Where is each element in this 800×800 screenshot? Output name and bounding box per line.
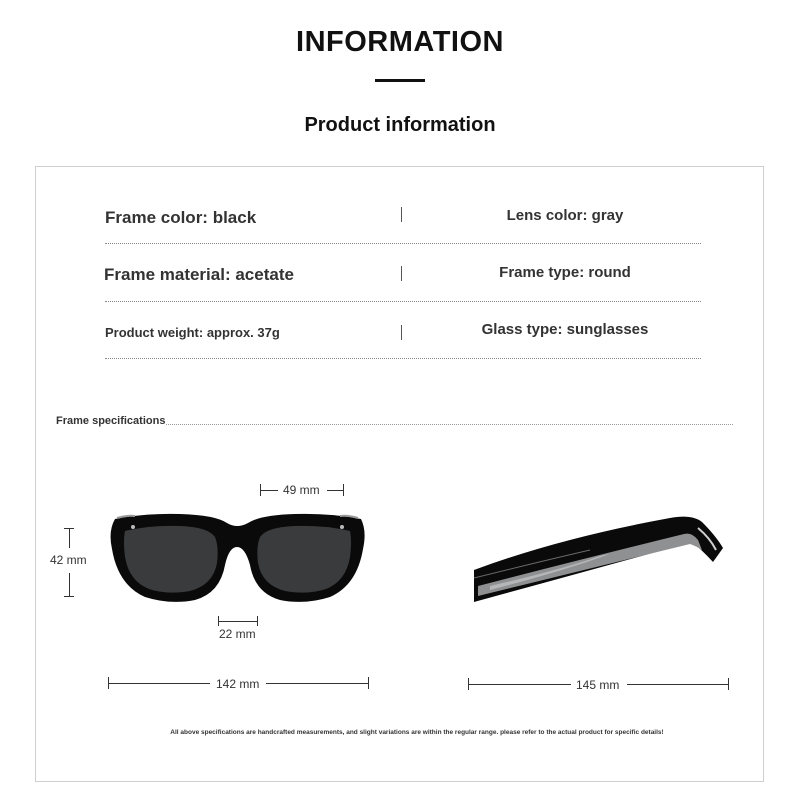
dim-line — [69, 573, 70, 597]
dim-tick — [368, 677, 369, 689]
temple-side-image — [470, 510, 730, 605]
section-subtitle: Product information — [304, 114, 496, 136]
dim-line — [468, 684, 571, 685]
row-separator — [401, 266, 402, 281]
row-divider — [105, 243, 701, 244]
dim-tick — [257, 616, 258, 626]
frame-type-text: Frame type: round — [499, 264, 631, 281]
lens-height-label: 42 mm — [50, 553, 87, 567]
dim-line — [327, 490, 344, 491]
dim-line — [266, 683, 369, 684]
page-title: INFORMATION — [296, 26, 504, 58]
frame-color-text: Frame color: black — [105, 208, 257, 227]
spec-label: Frame specifications — [56, 415, 166, 427]
dim-line — [218, 621, 258, 622]
dim-tick — [343, 484, 344, 496]
row-separator — [401, 325, 402, 340]
title-underline — [375, 79, 425, 82]
dim-line — [260, 490, 278, 491]
dim-line — [69, 528, 70, 548]
glasses-front-image — [105, 505, 370, 610]
dim-line — [627, 684, 729, 685]
dim-tick — [728, 678, 729, 690]
dim-line — [108, 683, 210, 684]
product-weight-text: Product weight: approx. 37g — [105, 325, 280, 340]
lens-color-text: Lens color: gray — [506, 207, 624, 224]
glass-type-text: Glass type: sunglasses — [481, 321, 649, 338]
row-divider — [105, 358, 701, 359]
temple-length-label: 145 mm — [576, 678, 620, 692]
dim-tick — [64, 596, 74, 597]
row-separator — [401, 207, 402, 222]
info-panel — [35, 166, 764, 782]
measurement-footnote: All above specifications are handcrafted measurements, and slight variations are within the regular range. please refer to the actual product for specific details! — [170, 729, 664, 736]
frame-material-text: Frame material: acetate — [104, 265, 294, 284]
bridge-width-label: 22 mm — [219, 627, 256, 641]
frame-width-label: 142 mm — [216, 677, 260, 691]
row-divider — [105, 301, 701, 302]
lens-width-label: 49 mm — [283, 483, 320, 497]
